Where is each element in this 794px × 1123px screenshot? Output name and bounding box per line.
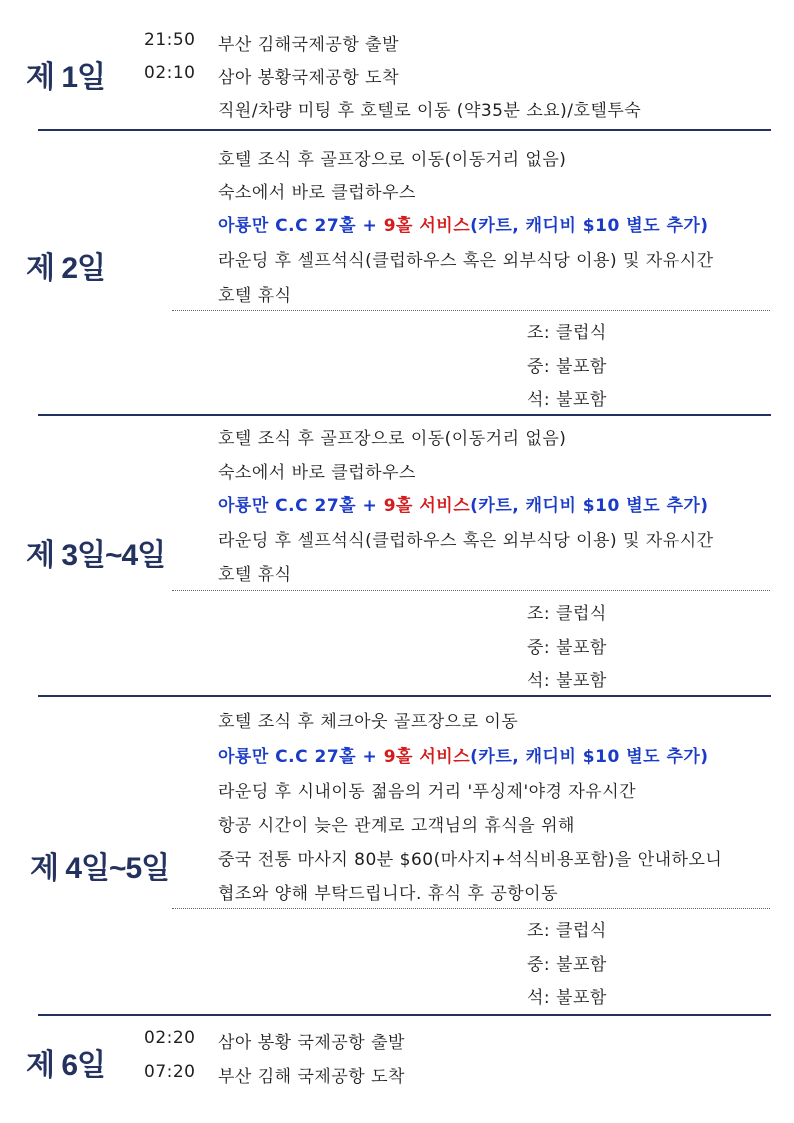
dotted-divider <box>172 590 770 591</box>
dotted-divider <box>172 310 770 311</box>
meal-breakfast: 조: 클럽식 <box>527 323 607 343</box>
day-4-5-label: 제 4일~5일 <box>30 852 170 885</box>
section-divider <box>38 129 771 131</box>
itinerary-line: 숙소에서 바로 클럽하우스 <box>218 463 416 483</box>
time: 21:50 <box>144 30 196 50</box>
itinerary-line: 삼아 봉황 국제공항 출발 <box>218 1033 405 1053</box>
itinerary-line: 부산 김해국제공항 출발 <box>218 35 400 55</box>
itinerary-line: 부산 김해 국제공항 도착 <box>218 1067 405 1087</box>
itinerary-line: 삼아 봉황국제공항 도착 <box>218 68 400 88</box>
meal-breakfast: 조: 클럽식 <box>527 921 607 941</box>
itinerary-line: 라운딩 후 셀프석식(클럽하우스 혹은 외부식당 이용) 및 자유시간 <box>218 251 714 271</box>
day-1-label: 제 1일 <box>26 61 105 94</box>
meal-dinner: 석: 불포함 <box>527 390 607 410</box>
golf-course-line: 아룡만 C.C 27홀 + 9홀 서비스(카트, 캐디비 $10 별도 추가) <box>218 216 709 236</box>
itinerary-line: 호텔 조식 후 골프장으로 이동(이동거리 없음) <box>218 150 567 170</box>
itinerary-line: 호텔 휴식 <box>218 565 292 585</box>
itinerary-line: 협조와 양해 부탁드립니다. 휴식 후 공항이동 <box>218 884 559 904</box>
day-6-label: 제 6일 <box>26 1049 105 1082</box>
section-divider <box>38 414 771 416</box>
golf-course-line: 아룡만 C.C 27홀 + 9홀 서비스(카트, 캐디비 $10 별도 추가) <box>218 496 709 516</box>
day-2-label: 제 2일 <box>26 252 105 285</box>
time: 07:20 <box>144 1062 196 1082</box>
time: 02:20 <box>144 1028 196 1048</box>
itinerary-line: 중국 전통 마사지 80분 $60(마사지+석식비용포함)을 안내하오니 <box>218 850 723 870</box>
itinerary-line: 호텔 조식 후 골프장으로 이동(이동거리 없음) <box>218 429 567 449</box>
meal-dinner: 석: 불포함 <box>527 671 607 691</box>
itinerary-line: 라운딩 후 시내이동 젊음의 거리 '푸싱제'야경 자유시간 <box>218 782 637 802</box>
itinerary-line: 숙소에서 바로 클럽하우스 <box>218 183 416 203</box>
dotted-divider <box>172 908 770 909</box>
itinerary-line: 호텔 조식 후 체크아웃 골프장으로 이동 <box>218 712 519 732</box>
meal-breakfast: 조: 클럽식 <box>527 604 607 624</box>
itinerary-line: 호텔 휴식 <box>218 286 292 306</box>
meal-lunch: 중: 불포함 <box>527 638 607 658</box>
golf-course-line: 아룡만 C.C 27홀 + 9홀 서비스(카트, 캐디비 $10 별도 추가) <box>218 747 709 767</box>
meal-lunch: 중: 불포함 <box>527 357 607 377</box>
itinerary-line: 직원/차량 미팅 후 호텔로 이동 (약35분 소요)/호텔투숙 <box>218 101 642 121</box>
section-divider <box>38 1014 771 1016</box>
meal-lunch: 중: 불포함 <box>527 955 607 975</box>
time: 02:10 <box>144 63 196 83</box>
meal-dinner: 석: 불포함 <box>527 988 607 1008</box>
section-divider <box>38 695 771 697</box>
itinerary-line: 라운딩 후 셀프석식(클럽하우스 혹은 외부식당 이용) 및 자유시간 <box>218 531 714 551</box>
day-3-4-label: 제 3일~4일 <box>26 539 166 572</box>
itinerary-line: 항공 시간이 늦은 관계로 고객님의 휴식을 위해 <box>218 816 575 836</box>
